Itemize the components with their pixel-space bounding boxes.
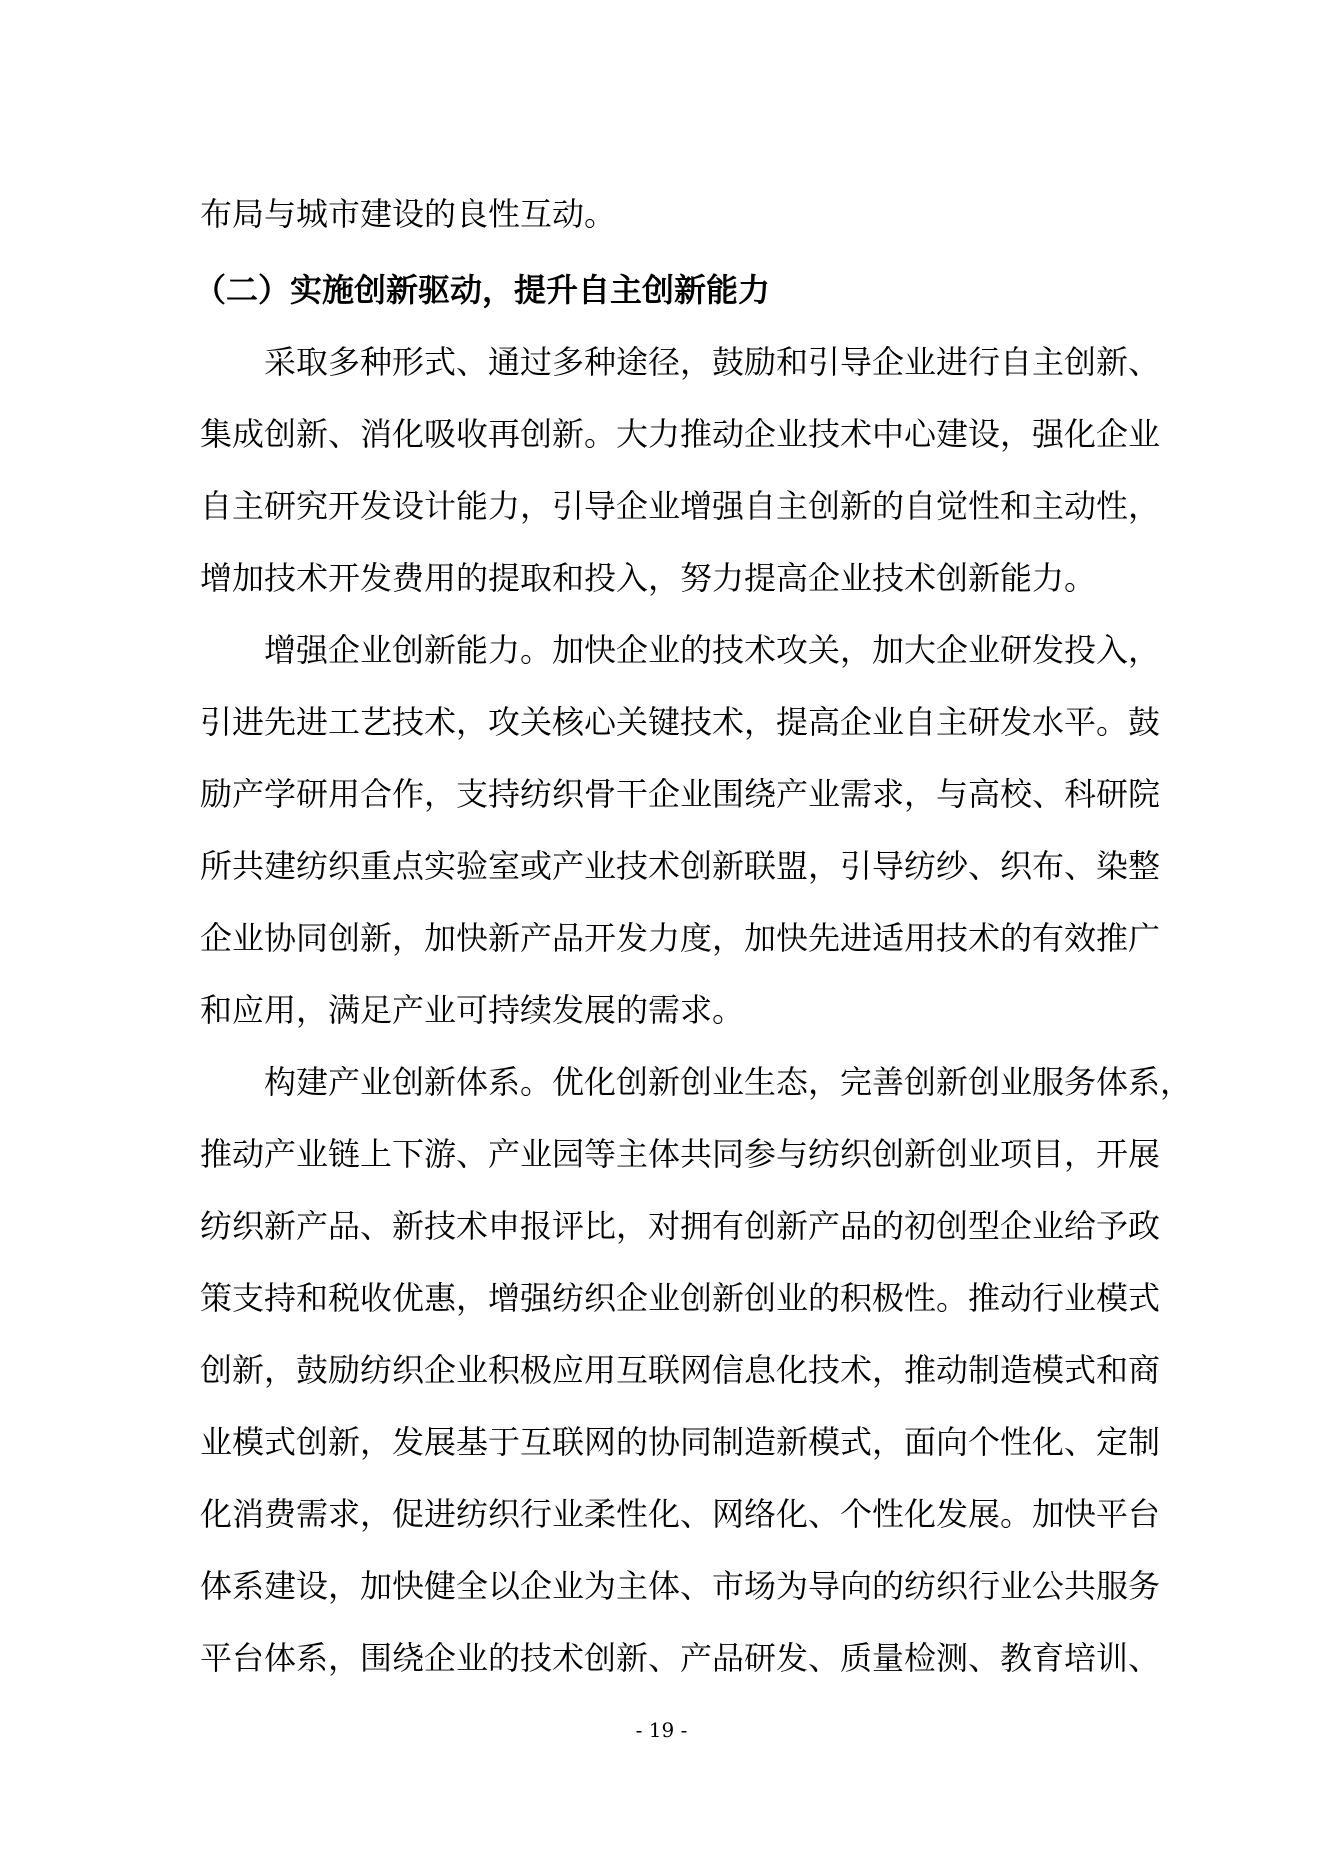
- text-line: 业模式创新，发展基于互联网的协同制造新模式，面向个性化、定制: [200, 1423, 1161, 1461]
- text-line: 布局与城市建设的良性互动。: [200, 195, 617, 233]
- text-line: 引进先进工艺技术，攻关核心关键技术，提高企业自主研发水平。鼓: [200, 703, 1161, 741]
- text-line: 平台体系，围绕企业的技术创新、产品研发、质量检测、教育培训、: [200, 1639, 1161, 1677]
- text-line: 自主研究开发设计能力，引导企业增强自主创新的自觉性和主动性，: [200, 487, 1161, 525]
- text-line: 纺织新产品、新技术申报评比，对拥有创新产品的初创型企业给予政: [200, 1207, 1161, 1245]
- text-line: 企业协同创新，加快新产品开发力度，加快先进适用技术的有效推广: [200, 919, 1161, 957]
- text-line: 增加技术开发费用的提取和投入，努力提高企业技术创新能力。: [200, 559, 1097, 597]
- text-line: 创新，鼓励纺织企业积极应用互联网信息化技术，推动制造模式和商: [200, 1351, 1161, 1389]
- page-number: - 19 -: [635, 1718, 688, 1742]
- text-line: 化消费需求，促进纺织行业柔性化、网络化、个性化发展。加快平台: [200, 1495, 1161, 1533]
- text-line: 集成创新、消化吸收再创新。大力推动企业技术中心建设，强化企业: [200, 415, 1161, 453]
- text-line: 励产学研用合作，支持纺织骨干企业围绕产业需求，与高校、科研院: [200, 775, 1161, 813]
- text-line: 和应用，满足产业可持续发展的需求。: [200, 991, 745, 1029]
- text-line: 所共建纺织重点实验室或产业技术创新联盟，引导纺纱、织布、染整: [200, 847, 1161, 885]
- text-line: 策支持和税收优惠，增强纺织企业创新创业的积极性。推动行业模式: [200, 1279, 1161, 1317]
- paragraph-first-line: 增强企业创新能力。加快企业的技术攻关，加大企业研发投入，: [264, 631, 1161, 669]
- paragraph-first-line: 构建产业创新体系。优化创新创业生态，完善创新创业服务体系，: [264, 1063, 1193, 1101]
- document-body: [194, 178, 1193, 1694]
- paragraph-first-line: 采取多种形式、通过多种途径，鼓励和引导企业进行自主创新、: [264, 343, 1161, 381]
- text-line: 推动产业链上下游、产业园等主体共同参与纺织创新创业项目，开展: [200, 1135, 1161, 1173]
- text-line: 体系建设，加快健全以企业为主体、市场为导向的纺织行业公共服务: [200, 1567, 1161, 1605]
- section-heading: （二）实施创新驱动，提升自主创新能力: [194, 271, 771, 309]
